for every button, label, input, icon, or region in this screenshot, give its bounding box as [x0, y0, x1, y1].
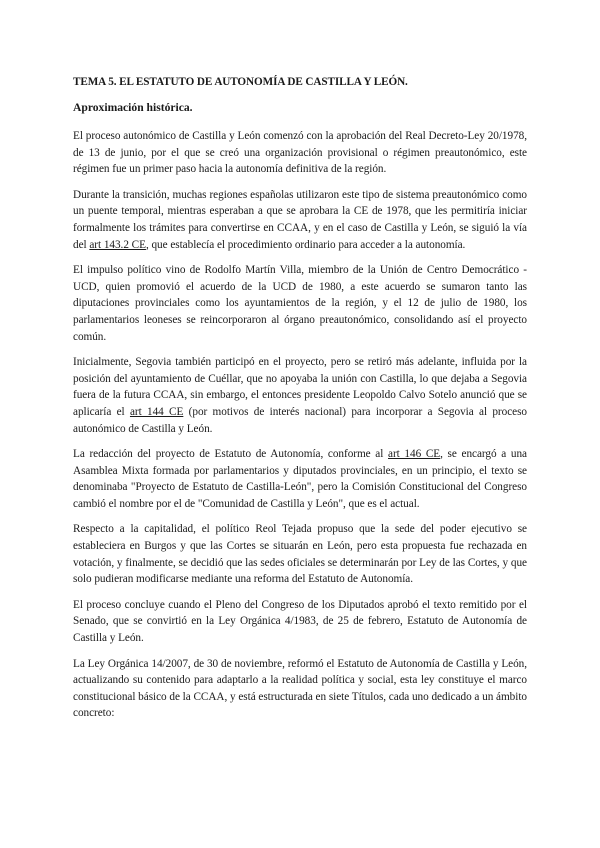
paragraph-6: Respecto a la capitalidad, el político Reol Tejada propuso que la sede del poder ejecutivo se estableciera en Burgos y que las Cortes se situarán en León, pero esta propuesta fue rechazada en votación, y finalmente, se decidió que las sedes oficiales se determinarán por Ley de las Cortes, y que solo pudieran modificarse mediante una reforma del Estatuto de Autonomía.: [73, 523, 527, 586]
paragraph-2-text-a: Durante la transición, muchas regiones españolas utilizaron este tipo de sistema preautonómico como un puente temporal, mientras esperaban a que se aprobara la CE de 1978, que les permitiría iniciar formalmente los trámites para convertirse en CCAA, y en el caso de Castilla y León, se siguió la vía del: [73, 188, 527, 251]
link-art-146-ce[interactable]: art 146 CE: [388, 448, 441, 461]
paragraph-5-text-b: , se encargó a una Asamblea Mixta formada por parlamentarios y diputados provinciales, en un principio, el texto se denominaba "Proyecto de Estatuto de Castilla-León", pero la Comisión Constitucional del Congreso cambió el nombre por el de "Comunidad de Castilla y León", que es el actual.: [73, 448, 527, 510]
link-art-143-2-ce[interactable]: art 143.2 CE: [89, 238, 146, 251]
paragraph-2: [73, 187, 527, 253]
document-title: TEMA 5. EL ESTATUTO DE AUTONOMÍA DE CASTILLA Y LEÓN.: [73, 76, 408, 88]
paragraph-8: La Ley Orgánica 14/2007, de 30 de noviembre, reformó el Estatuto de Autonomía de Castilla y León, actualizando su contenido para adaptarlo a la realidad política y social, esta ley constituye el marco constitucional básico de la CCAA, y está estructurada en siete Títulos, cada uno dedicado a un ámbito concreto:: [73, 657, 527, 720]
section-heading: Aproximación histórica.: [73, 101, 193, 114]
paragraph-4-text-a: Inicialmente, Segovia también participó en el proyecto, pero se retiró más adelante, influida por la posición del ayuntamiento de Cuéllar, que no apoyaba la unión con Castilla, lo que dejaba a Segovia fuera de la futura CCAA, sin embargo, el entonces presidente Leopoldo Calvo Sotelo anunció que se aplicaría el: [73, 356, 527, 418]
paragraph-3: El impulso político vino de Rodolfo Martín Villa, miembro de la Unión de Centro Democrático - UCD, quien promovió el acuerdo de la UCD de 1980, a este acuerdo se sumaron tanto las diputaciones provinciales como los ayuntamientos de la región, y el 12 de julio de 1980, los parlamentarios leoneses se reincorporaron al órgano preautonómico, consolidando así el proyecto común.: [73, 264, 527, 343]
paragraph-1: El proceso autonómico de Castilla y León comenzó con la aprobación del Real Decreto-Ley 20/1978, de 13 de junio, por el que se creó una organización provisional o régimen preautonómico, este régimen fue un primer paso hacia la autonomía definitiva de la región.: [73, 130, 527, 176]
paragraph-5: [73, 446, 527, 512]
paragraph-4-text-b: (por motivos de interés nacional) para incorporar a Segovia al proceso autonómico de Castilla y León.: [73, 405, 527, 435]
link-art-144-ce[interactable]: art 144 CE: [129, 405, 184, 418]
paragraph-2-text-b: , que establecía el procedimiento ordinario para acceder a la autonomía.: [145, 238, 466, 251]
paragraph-7: El proceso concluye cuando el Pleno del Congreso de los Diputados aprobó el texto remitido por el Senado, que se convirtió en la Ley Orgánica 4/1983, de 25 de febrero, Estatuto de Autonomía de Castilla y León.: [73, 598, 527, 645]
paragraph-4: [73, 354, 527, 437]
paragraph-5-text-a: La redacción del proyecto de Estatuto de Autonomía, conforme al: [73, 448, 389, 461]
